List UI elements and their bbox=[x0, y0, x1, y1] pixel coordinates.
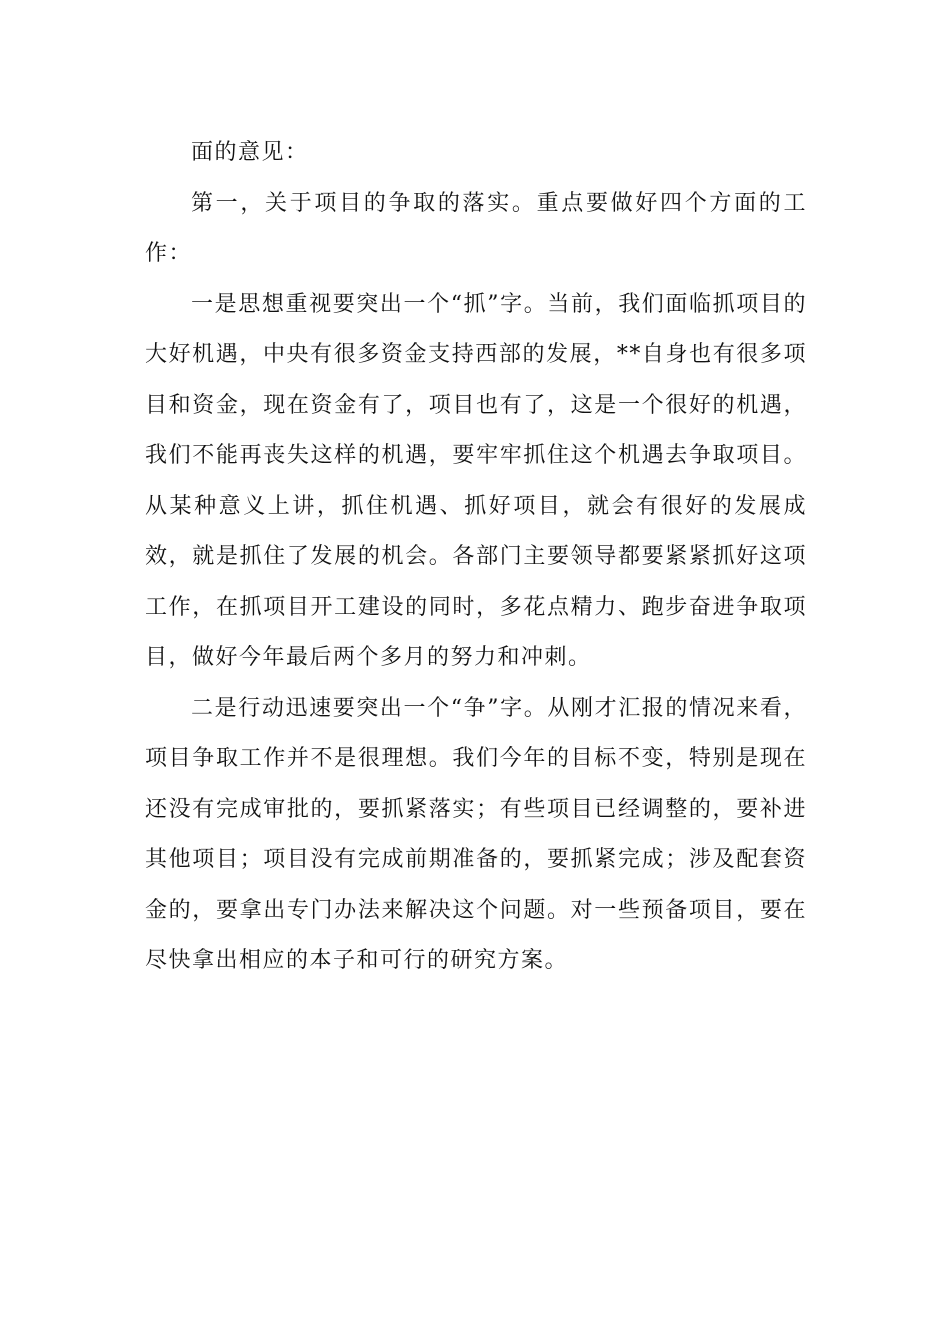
paragraph-grasp: 一是思想重视要突出一个“抓”字。当前，我们面临抓项目的大好机遇，中央有很多资金支持西部的发展，**自身也有很多项目和资金，现在资金有了，项目也有了，这是一个很好的机遇，我们不能再丧失这样的机遇，要牢牢抓住这个机遇去争取项目。从某种意义上讲，抓住机遇、抓好项目，就会有很好的发展成效，就是抓住了发展的机会。各部门主要领导都要紧紧抓好这项工作，在抓项目开工建设的同时，多花点精力、跑步奋进争取项目，做好今年最后两个多月的努力和冲刺。 bbox=[145, 291, 807, 670]
paragraph-opening: 面的意见： bbox=[191, 140, 309, 165]
paragraph-strive: 二是行动迅速要突出一个“争”字。从刚才汇报的情况来看，项目争取工作并不是很理想。我们今年的目标不变，特别是现在还没有完成审批的，要抓紧落实；有些项目已经调整的，要补进其他项目；项目没有完成前期准备的，要抓紧完成；涉及配套资金的，要拿出专门办法来解决这个问题。对一些预备项目，要在尽快拿出相应的本子和可行的研究方案。 bbox=[145, 695, 807, 973]
paragraph-first-point: 第一，关于项目的争取的落实。重点要做好四个方面的工作： bbox=[145, 190, 807, 266]
document-body bbox=[145, 128, 807, 987]
